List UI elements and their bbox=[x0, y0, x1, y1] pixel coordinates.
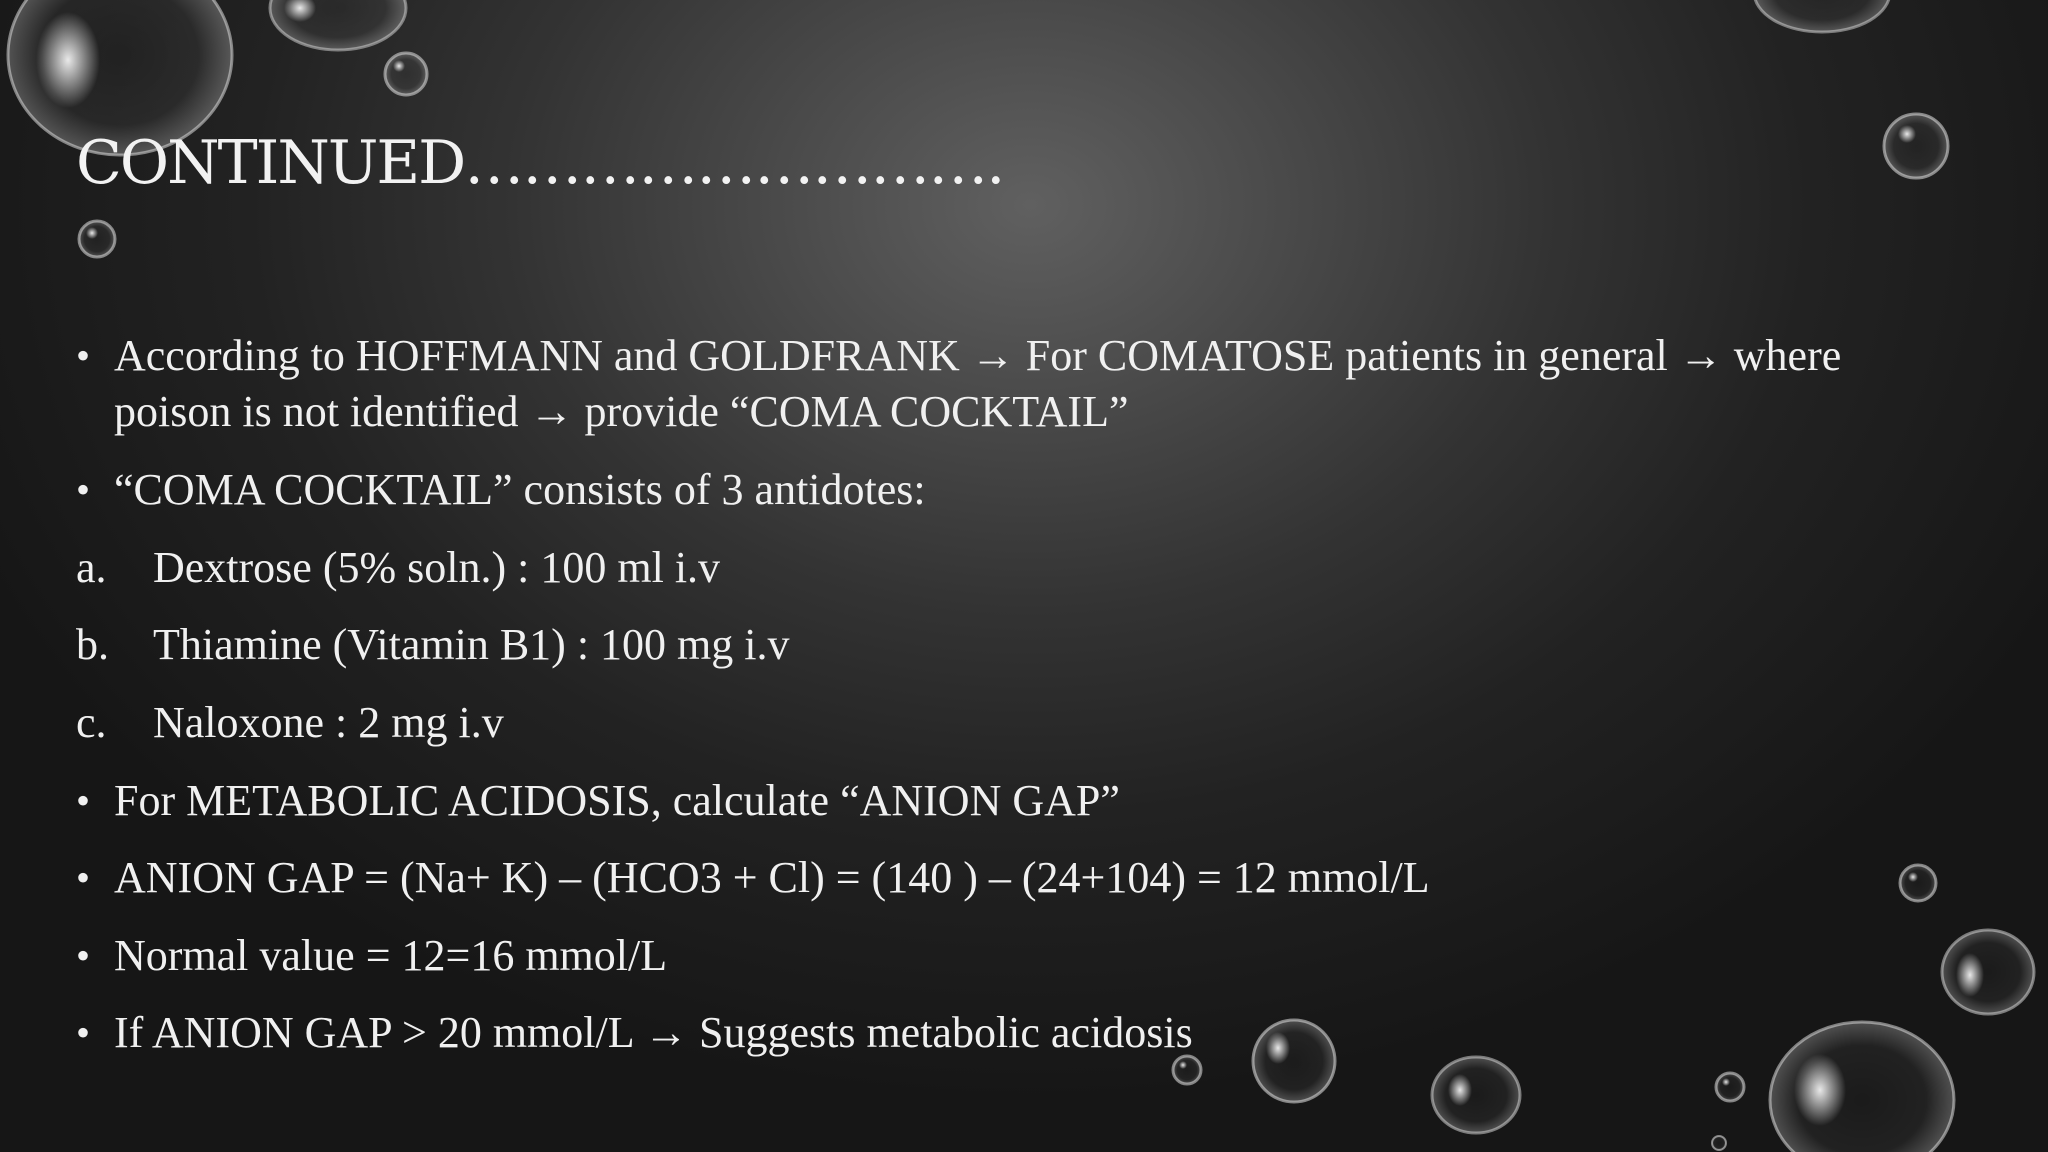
letter-marker: a. bbox=[76, 543, 107, 592]
bullet-marker: • bbox=[76, 855, 91, 900]
letter-marker: b. bbox=[76, 620, 109, 669]
bullet-marker: • bbox=[76, 933, 91, 978]
letter-marker: c. bbox=[76, 698, 107, 747]
list-item-text: Thiamine (Vitamin B1) : 100 mg i.v bbox=[153, 620, 790, 669]
bullet-marker: • bbox=[76, 1010, 91, 1055]
list-item-text: ANION GAP = (Na+ K) – (HCO3 + Cl) = (140 ) – (24+104) = 12 mmol/L bbox=[114, 853, 1430, 902]
slide-content bbox=[76, 0, 1976, 1152]
list-item-line-1: According to HOFFMANN and GOLDFRANK → For COMATOSE patients in general → where bbox=[114, 331, 1842, 380]
list-item-text: Normal value = 12=16 mmol/L bbox=[114, 931, 668, 980]
list-item-text bbox=[114, 328, 1841, 440]
slide-title: CONTINUED………………………. bbox=[76, 128, 1004, 198]
list-item-text: Dextrose (5% soln.) : 100 ml i.v bbox=[153, 543, 721, 592]
list-item-text: If ANION GAP > 20 mmol/L → Suggests metabolic acidosis bbox=[114, 1008, 1193, 1057]
list-item-line-2: poison is not identified → provide “COMA COCKTAIL” bbox=[114, 387, 1129, 436]
list-item-text: “COMA COCKTAIL” consists of 3 antidotes: bbox=[114, 465, 926, 514]
bullet-marker: • bbox=[76, 778, 91, 823]
list-item-text: Naloxone : 2 mg i.v bbox=[153, 698, 504, 747]
bullet-marker: • bbox=[76, 333, 91, 378]
list-item-text: For METABOLIC ACIDOSIS, calculate “ANION GAP” bbox=[114, 776, 1120, 825]
bullet-marker: • bbox=[76, 467, 91, 512]
